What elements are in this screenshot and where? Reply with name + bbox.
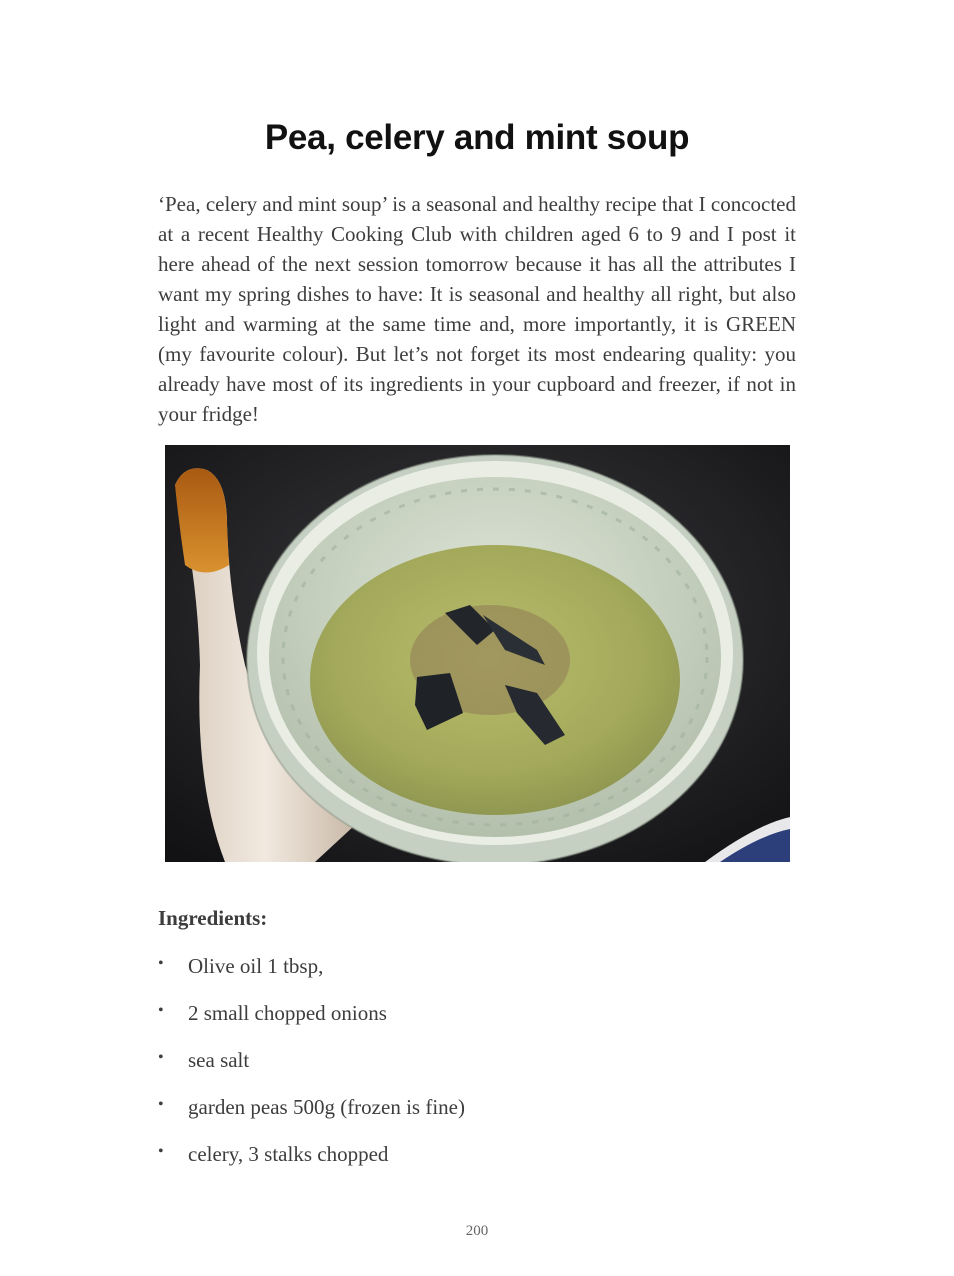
list-item bbox=[158, 1092, 798, 1139]
intro-paragraph: ‘Pea, celery and mint soup’ is a seasonal and healthy recipe that I concocted at a recent Healthy Cooking Club with children aged 6 to 9 and I post it here ahead of the next session tomorrow because it has all the attributes I want my spring dishes to have: It is seasonal and healthy all right, but also light and warming at the same time and, more importantly, it is GREEN (my favourite colour). But let’s not forget its most endearing quality: you already have most of its ingredients in your cupboard and freezer, if not in your fridge! bbox=[158, 192, 796, 426]
ingredient-text: 2 small chopped onions bbox=[188, 1001, 387, 1025]
bullet-icon: • bbox=[158, 1049, 164, 1066]
ingredient-text: garden peas 500g (frozen is fine) bbox=[188, 1095, 465, 1119]
ingredient-text: celery, 3 stalks chopped bbox=[188, 1142, 389, 1166]
ingredients-heading: Ingredients: bbox=[158, 906, 268, 930]
ingredient-text: Olive oil 1 tbsp, bbox=[188, 954, 324, 978]
list-item bbox=[158, 1045, 798, 1092]
ingredients-list bbox=[158, 951, 798, 1186]
bullet-icon: • bbox=[158, 1143, 164, 1160]
soup-photo bbox=[165, 445, 790, 862]
list-item bbox=[158, 951, 798, 998]
list-item bbox=[158, 998, 798, 1045]
list-item bbox=[158, 1139, 798, 1186]
bullet-icon: • bbox=[158, 1002, 164, 1019]
bullet-icon: • bbox=[158, 955, 164, 972]
ingredient-text: sea salt bbox=[188, 1048, 250, 1072]
bullet-icon: • bbox=[158, 1096, 164, 1113]
page-title: Pea, celery and mint soup bbox=[264, 118, 690, 157]
page-number: 200 bbox=[465, 1223, 489, 1239]
